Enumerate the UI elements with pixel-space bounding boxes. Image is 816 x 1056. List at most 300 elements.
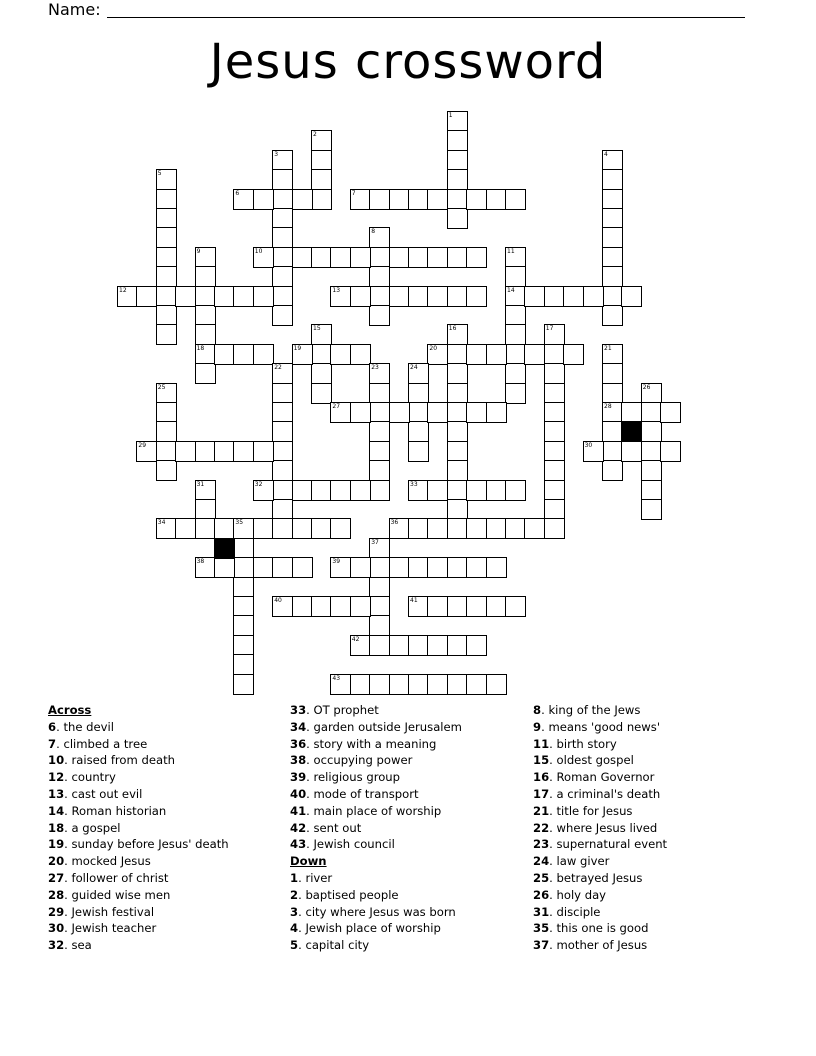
grid-cell[interactable] [272,286,293,307]
grid-cell[interactable] [350,286,371,307]
grid-cell[interactable] [408,441,429,462]
grid-cell[interactable] [369,227,390,248]
grid-cell[interactable] [602,344,623,365]
grid-cell[interactable] [602,363,623,384]
grid-cell[interactable] [602,169,623,190]
grid-cell[interactable] [621,402,642,423]
clue-item-number: 14 [48,803,65,818]
grid-cell[interactable] [292,557,313,578]
grid-cell[interactable] [544,480,565,501]
grid-cell[interactable] [369,402,390,423]
grid-cell[interactable] [505,383,526,404]
grid-cell[interactable] [389,286,410,307]
grid-cell[interactable] [369,266,390,287]
clue-item-text: . oldest gospel [549,753,634,768]
grid-cell[interactable] [156,441,177,462]
grid-cell[interactable] [447,111,468,132]
grid-cell[interactable] [447,324,468,345]
grid-cell[interactable] [447,460,468,481]
grid-cell[interactable] [136,441,157,462]
grid-cell[interactable] [466,247,487,268]
grid-cell[interactable] [195,518,216,539]
clue-item [290,786,462,803]
grid-cell[interactable] [156,421,177,442]
clue-number: 7 [351,189,356,197]
grid-cell[interactable] [369,363,390,384]
grid-cell[interactable] [156,247,177,268]
grid-cell[interactable] [272,189,293,210]
grid-cell[interactable] [272,460,293,481]
grid-cell[interactable] [292,344,313,365]
grid-cell[interactable] [156,286,177,307]
grid-cell[interactable] [447,421,468,442]
grid-cell[interactable] [447,286,468,307]
grid-cell[interactable] [330,674,351,695]
grid-cell[interactable] [330,596,351,617]
clue-item-number: 37 [533,938,550,953]
grid-cell[interactable] [369,421,390,442]
grid-cell[interactable] [427,402,448,423]
grid-cell[interactable] [389,189,410,210]
grid-cell[interactable] [447,635,468,656]
grid-cell[interactable] [524,286,545,307]
grid-cell[interactable] [447,130,468,151]
grid-cell[interactable] [350,674,371,695]
grid-cell[interactable] [486,189,507,210]
clue-item [533,887,667,904]
grid-cell[interactable] [369,635,390,656]
grid-cell[interactable] [350,344,371,365]
grid-cell[interactable] [292,518,313,539]
grid-cell[interactable] [369,557,390,578]
grid-cell[interactable] [350,402,371,423]
grid-cell[interactable] [156,227,177,248]
grid-cell[interactable] [641,480,662,501]
grid-cell[interactable] [641,421,662,442]
grid-cell[interactable] [369,383,390,404]
grid-cell[interactable] [311,130,332,151]
grid-cell[interactable] [214,441,235,462]
clue-item-text: . birth story [549,736,617,751]
grid-cell[interactable] [486,596,507,617]
grid-cell[interactable] [621,441,642,462]
grid-cell[interactable] [233,441,254,462]
grid-cell[interactable] [505,344,526,365]
grid-cell[interactable] [253,189,274,210]
grid-cell[interactable] [195,441,216,462]
grid-cell[interactable] [272,518,293,539]
grid-cell[interactable] [544,402,565,423]
grid-cell[interactable] [563,286,584,307]
grid-cell[interactable] [602,402,623,423]
grid-cell[interactable] [427,286,448,307]
grid-cell[interactable] [408,189,429,210]
grid-cell[interactable] [272,596,293,617]
grid-cell[interactable] [311,344,332,365]
grid-cell[interactable] [272,208,293,229]
grid-cell[interactable] [447,499,468,520]
grid-cell[interactable] [253,247,274,268]
clue-item [533,937,667,954]
grid-cell[interactable] [233,654,254,675]
grid-cell[interactable] [408,635,429,656]
grid-cell[interactable] [292,596,313,617]
grid-cell[interactable] [544,499,565,520]
grid-cell[interactable] [505,266,526,287]
grid-cell[interactable] [214,286,235,307]
grid-cell[interactable] [427,518,448,539]
grid-cell[interactable] [427,189,448,210]
grid-cell[interactable] [156,518,177,539]
grid-cell[interactable] [350,635,371,656]
grid-cell[interactable] [272,499,293,520]
grid-cell[interactable] [272,305,293,326]
grid-cell[interactable] [602,286,623,307]
grid-cell[interactable] [427,674,448,695]
grid-cell[interactable] [272,557,293,578]
grid-cell[interactable] [253,557,274,578]
grid-cell[interactable] [544,286,565,307]
grid-cell[interactable] [544,441,565,462]
grid-cell[interactable] [272,150,293,171]
grid-cell[interactable] [195,286,216,307]
clue-number: 30 [584,441,593,449]
grid-cell[interactable] [253,518,274,539]
grid-cell[interactable] [292,480,313,501]
grid-cell[interactable] [408,596,429,617]
grid-cell[interactable] [524,344,545,365]
grid-cell[interactable] [233,189,254,210]
grid-cell[interactable] [195,266,216,287]
grid-cell[interactable] [466,189,487,210]
clue-item-number: 13 [48,786,65,801]
grid-cell[interactable] [621,286,642,307]
grid-cell[interactable] [311,189,332,210]
grid-cell[interactable] [253,344,274,365]
grid-cell[interactable] [602,305,623,326]
grid-cell[interactable] [369,460,390,481]
grid-cell[interactable] [408,480,429,501]
grid-cell[interactable] [486,557,507,578]
grid-cell[interactable] [447,208,468,229]
grid-cell[interactable] [447,402,468,423]
grid-cell[interactable] [408,402,429,423]
grid-cell[interactable] [272,266,293,287]
grid-cell[interactable] [330,557,351,578]
grid-cell[interactable] [583,286,604,307]
grid-cell[interactable] [447,441,468,462]
grid-cell[interactable] [253,286,274,307]
clue-item-text: . follower of christ [64,870,169,885]
grid-cell[interactable] [389,635,410,656]
grid-cell[interactable] [447,557,468,578]
clue-number: 9 [196,247,201,255]
grid-cell[interactable] [311,169,332,190]
grid-cell[interactable] [408,247,429,268]
grid-cell[interactable] [233,557,254,578]
grid-cell[interactable] [447,480,468,501]
grid-cell[interactable] [505,596,526,617]
grid-cell[interactable] [311,363,332,384]
grid-cell[interactable] [427,247,448,268]
grid-cell[interactable] [233,577,254,598]
grid-cell[interactable] [505,518,526,539]
grid-cell[interactable] [447,169,468,190]
clue-item-number: 22 [533,820,550,835]
grid-cell[interactable] [466,518,487,539]
grid-cell[interactable] [233,538,254,559]
grid-cell[interactable] [292,247,313,268]
clue-item [533,769,667,786]
grid-cell[interactable] [505,247,526,268]
grid-cell[interactable] [330,480,351,501]
clue-item-text: . river [298,870,333,885]
grid-cell[interactable] [369,480,390,501]
grid-cell[interactable] [156,189,177,210]
grid-cell[interactable] [641,402,662,423]
grid-cell[interactable] [583,441,604,462]
grid-cell[interactable] [350,557,371,578]
grid-cell[interactable] [486,480,507,501]
grid-cell[interactable] [175,286,196,307]
grid-cell[interactable] [641,383,662,404]
clue-item [48,870,229,887]
grid-cell[interactable] [524,518,545,539]
grid-cell[interactable] [505,363,526,384]
grid-cell[interactable] [466,402,487,423]
clue-number: 19 [293,344,302,352]
grid-cell[interactable] [117,286,138,307]
grid-cell[interactable] [233,615,254,636]
grid-cell[interactable] [233,518,254,539]
grid-cell[interactable] [272,363,293,384]
grid-cell[interactable] [272,402,293,423]
grid-cell[interactable] [544,460,565,481]
grid-cell[interactable] [408,557,429,578]
grid-cell[interactable] [175,441,196,462]
grid-cell[interactable] [156,460,177,481]
grid-cell[interactable] [330,518,351,539]
grid-cell[interactable] [466,596,487,617]
grid-cell[interactable] [447,189,468,210]
clue-item [48,736,229,753]
grid-cell[interactable] [156,402,177,423]
grid-cell[interactable] [505,286,526,307]
grid-cell[interactable] [233,286,254,307]
grid-cell[interactable] [233,635,254,656]
grid-cell[interactable] [369,674,390,695]
clue-item-number: 36 [290,736,307,751]
grid-cell[interactable] [369,615,390,636]
clue-item-text: . capital city [298,938,370,953]
grid-cell[interactable] [505,324,526,345]
grid-cell[interactable] [272,247,293,268]
grid-cell[interactable] [369,596,390,617]
grid-cell[interactable] [389,518,410,539]
grid-cell[interactable] [292,189,313,210]
grid-cell[interactable] [253,480,274,501]
grid-cell[interactable] [311,247,332,268]
grid-cell[interactable] [466,480,487,501]
grid-cell[interactable] [272,169,293,190]
grid-cell[interactable] [195,247,216,268]
grid-cell[interactable] [602,227,623,248]
grid-cell[interactable] [466,674,487,695]
grid-cell[interactable] [136,286,157,307]
grid-cell[interactable] [505,480,526,501]
grid-cell[interactable] [641,460,662,481]
grid-cell[interactable] [486,344,507,365]
grid-cell[interactable] [427,635,448,656]
grid-cell[interactable] [272,383,293,404]
grid-cell[interactable] [408,674,429,695]
grid-cell[interactable] [369,247,390,268]
grid-cell[interactable] [427,480,448,501]
clue-item-text: . climbed a tree [56,736,148,751]
grid-cell[interactable] [389,247,410,268]
grid-cell[interactable] [311,150,332,171]
grid-cell[interactable] [389,557,410,578]
grid-cell[interactable] [369,189,390,210]
grid-cell[interactable] [389,674,410,695]
grid-cell[interactable] [447,150,468,171]
grid-cell[interactable] [369,538,390,559]
grid-cell[interactable] [272,227,293,248]
grid-cell[interactable] [195,363,216,384]
grid-cell[interactable] [156,169,177,190]
grid-cell[interactable] [350,189,371,210]
grid-cell[interactable] [544,518,565,539]
grid-cell[interactable] [330,402,351,423]
clue-item-text: . baptised people [298,887,399,902]
grid-cell[interactable] [447,247,468,268]
grid-cell[interactable] [233,596,254,617]
grid-cell[interactable] [427,557,448,578]
grid-cell[interactable] [311,324,332,345]
grid-cell[interactable] [369,577,390,598]
grid-cell[interactable] [427,344,448,365]
grid-cell[interactable] [272,421,293,442]
grid-cell[interactable] [195,305,216,326]
grid-cell[interactable] [311,383,332,404]
grid-cell[interactable] [466,557,487,578]
grid-cell[interactable] [408,286,429,307]
grid-cell[interactable] [272,441,293,462]
grid-cell[interactable] [641,499,662,520]
grid-cell[interactable] [447,596,468,617]
grid-cell[interactable] [350,480,371,501]
clue-item [48,887,229,904]
grid-cell[interactable] [330,286,351,307]
grid-cell[interactable] [602,383,623,404]
grid-cell[interactable] [602,266,623,287]
grid-cell[interactable] [641,441,662,462]
grid-cell[interactable] [602,150,623,171]
grid-cell[interactable] [156,266,177,287]
grid-cell[interactable] [350,247,371,268]
grid-cell[interactable] [253,441,274,462]
grid-cell[interactable] [214,557,235,578]
grid-cell[interactable] [602,441,623,462]
clue-item-number: 28 [48,887,65,902]
grid-cell[interactable] [408,518,429,539]
grid-cell[interactable] [330,344,351,365]
grid-cell[interactable] [602,208,623,229]
grid-cell[interactable] [602,247,623,268]
grid-cell[interactable] [195,499,216,520]
grid-cell[interactable] [447,518,468,539]
grid-cell[interactable] [505,305,526,326]
grid-cell[interactable] [447,363,468,384]
clue-number: 37 [371,538,379,546]
grid-cell[interactable] [602,189,623,210]
grid-cell[interactable] [466,286,487,307]
grid-cell[interactable] [544,363,565,384]
grid-cell[interactable] [195,557,216,578]
grid-cell[interactable] [195,480,216,501]
grid-cell[interactable] [602,460,623,481]
grid-cell[interactable] [544,383,565,404]
grid-cell[interactable] [544,324,565,345]
grid-cell[interactable] [214,518,235,539]
grid-cell[interactable] [272,480,293,501]
grid-cell[interactable] [602,421,623,442]
grid-cell[interactable] [427,596,448,617]
grid-cell[interactable] [156,324,177,345]
grid-cell[interactable] [156,305,177,326]
grid-cell[interactable] [447,344,468,365]
grid-cell[interactable] [389,402,410,423]
grid-cell[interactable] [408,363,429,384]
grid-cell[interactable] [175,518,196,539]
grid-cell[interactable] [195,344,216,365]
grid-cell[interactable] [660,441,681,462]
grid-cell[interactable] [544,421,565,442]
grid-cell[interactable] [466,344,487,365]
grid-cell[interactable] [447,674,468,695]
clue-number: 16 [448,325,457,333]
grid-cell[interactable] [466,635,487,656]
grid-cell[interactable] [544,344,565,365]
grid-cell[interactable] [156,208,177,229]
grid-cell[interactable] [311,480,332,501]
grid-cell[interactable] [447,383,468,404]
grid-cell[interactable] [350,596,371,617]
grid-cell[interactable] [660,402,681,423]
grid-cell[interactable] [408,383,429,404]
grid-cell[interactable] [563,344,584,365]
grid-cell[interactable] [233,674,254,695]
grid-cell[interactable] [330,247,351,268]
grid-cell[interactable] [311,518,332,539]
grid-cell[interactable] [486,674,507,695]
grid-cell[interactable] [214,344,235,365]
grid-cell[interactable] [369,441,390,462]
grid-cell[interactable] [195,324,216,345]
grid-cell[interactable] [311,596,332,617]
grid-cell[interactable] [486,518,507,539]
grid-cell[interactable] [408,421,429,442]
grid-cell[interactable] [156,383,177,404]
grid-cell[interactable] [505,189,526,210]
clue-number: 4 [604,150,608,158]
clue-item-number: 26 [533,887,550,902]
grid-cell[interactable] [486,402,507,423]
grid-cell[interactable] [369,305,390,326]
grid-cell[interactable] [369,286,390,307]
clue-number: 11 [507,247,515,255]
grid-cell[interactable] [233,344,254,365]
